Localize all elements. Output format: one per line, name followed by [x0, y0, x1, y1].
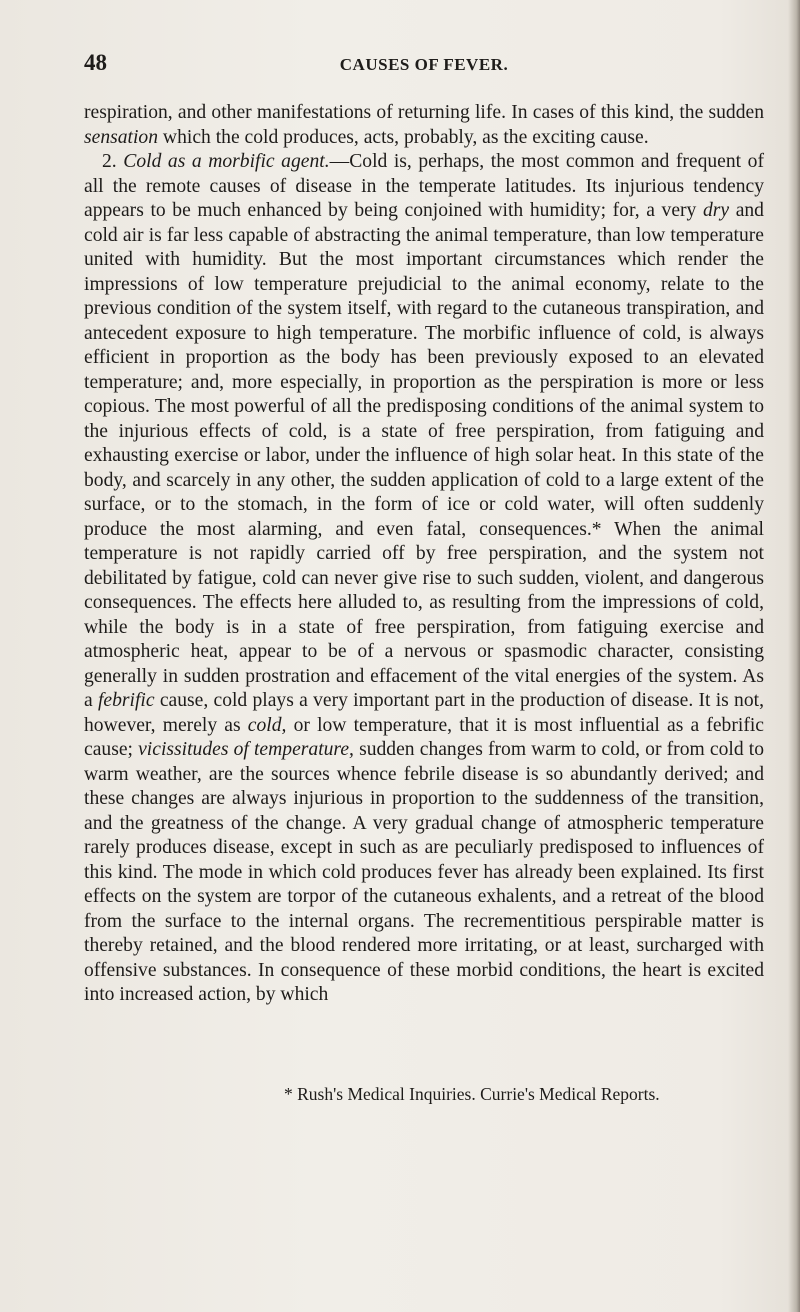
italic-febrific: febrific: [97, 690, 155, 711]
italic-vicissitudes: vicissitudes of temperature,: [138, 739, 354, 760]
page-header: [84, 50, 764, 80]
paragraph-1-italic: sensation: [84, 126, 159, 148]
paragraph-2-text-1: —Cold is, perhaps, the most common and frequent of all the remote causes of disease in the temperate latitudes. Its injurious tendency appears to be much enhanced by being conjoined with humidity; for, a very: [84, 151, 764, 221]
paragraph-2-text-3: cause, cold plays a very important part in the production of disease. It is not, however, merely as: [84, 690, 764, 736]
paragraph-2-text-5: sudden changes from warm to cold, or from cold to warm weather, are the sources whence febrile disease is so abundantly derived; and these changes are always injurious in proportion to the suddenness of the transition, and the greatness of the change. A very gradual change of atmospheric temperature rarely produces disease, except in such as are peculiarly predisposed to influences of this kind. The mode in which cold produces fever has already been explained. Its first effects on the system are torpor of the cutaneous exhalents, and a retreat of the blood from the surface to the internal organs. The recrementitious perspirable matter is thereby retained, and the blood rendered more irritating, or at least, surcharged with offensive substances. In consequence of these morbid conditions, the heart is excited into increased action, by which: [84, 739, 765, 1005]
italic-cold: cold,: [247, 714, 287, 736]
paragraph-2-text-2: and cold air is far less capable of abstracting the animal temperature, than low temperature united with humidity. But the most important circumstances which render the impressions of low temperature prejudicial to the animal economy, relate to the previous condition of the system itself, with regard to the cutaneous transpiration, and antecedent exposure to high temperature. The morbific influence of cold, is always efficient in proportion as the body has been previously exposed to an elevated temperature; and, more especially, in proportion as the perspiration is more or less copious. The most powerful of all the predisposing conditions of the animal system to the injurious effects of cold, is a state of free perspiration, from fatiguing and exhausting exercise or labor, under the influence of high solar heat. In this state of the body, and scarcely in any other, the sudden application of cold to a large extent of the surface, or to the stomach, in the form of ice or cold water, will often suddenly produce the most alarming, and even fatal, consequences.* When the animal temperature is not rapidly carried off by free perspiration, and the system not debilitated by fatigue, cold can never give rise to such sudden, violent, and dangerous consequences. The effects here alluded to, as resulting from the impressions of cold, while the body is in a state of free perspiration, from fatiguing exercise and atmospheric heat, appear to be of a nervous or spasmodic character, consisting generally in sudden prostration and effacement of the vital energies of the system. As a: [84, 200, 764, 711]
footnote: * Rush's Medical Inquiries. Currie's Medical Reports.: [284, 1084, 660, 1104]
paragraph-1-text-2: which the cold produces, acts, probably, as the exciting cause.: [158, 126, 649, 148]
paragraph-1: [84, 101, 764, 150]
page-number: 48: [84, 50, 107, 75]
page-body: [84, 101, 764, 1008]
italic-dry: dry: [702, 200, 730, 221]
paragraph-1-text: respiration, and other manifestations of returning life. In cases of this kind, the sudden: [84, 102, 764, 123]
paragraph-2: [84, 150, 764, 1008]
page-edge-shadow: [788, 0, 800, 1312]
section-number: 2.: [102, 151, 117, 172]
running-head: CAUSES OF FEVER.: [339, 55, 509, 74]
section-heading: Cold as a morbific agent.: [123, 151, 330, 172]
paragraph-2-text-4: or low temperature, that it is most influential as a febrific cause;: [84, 714, 764, 760]
